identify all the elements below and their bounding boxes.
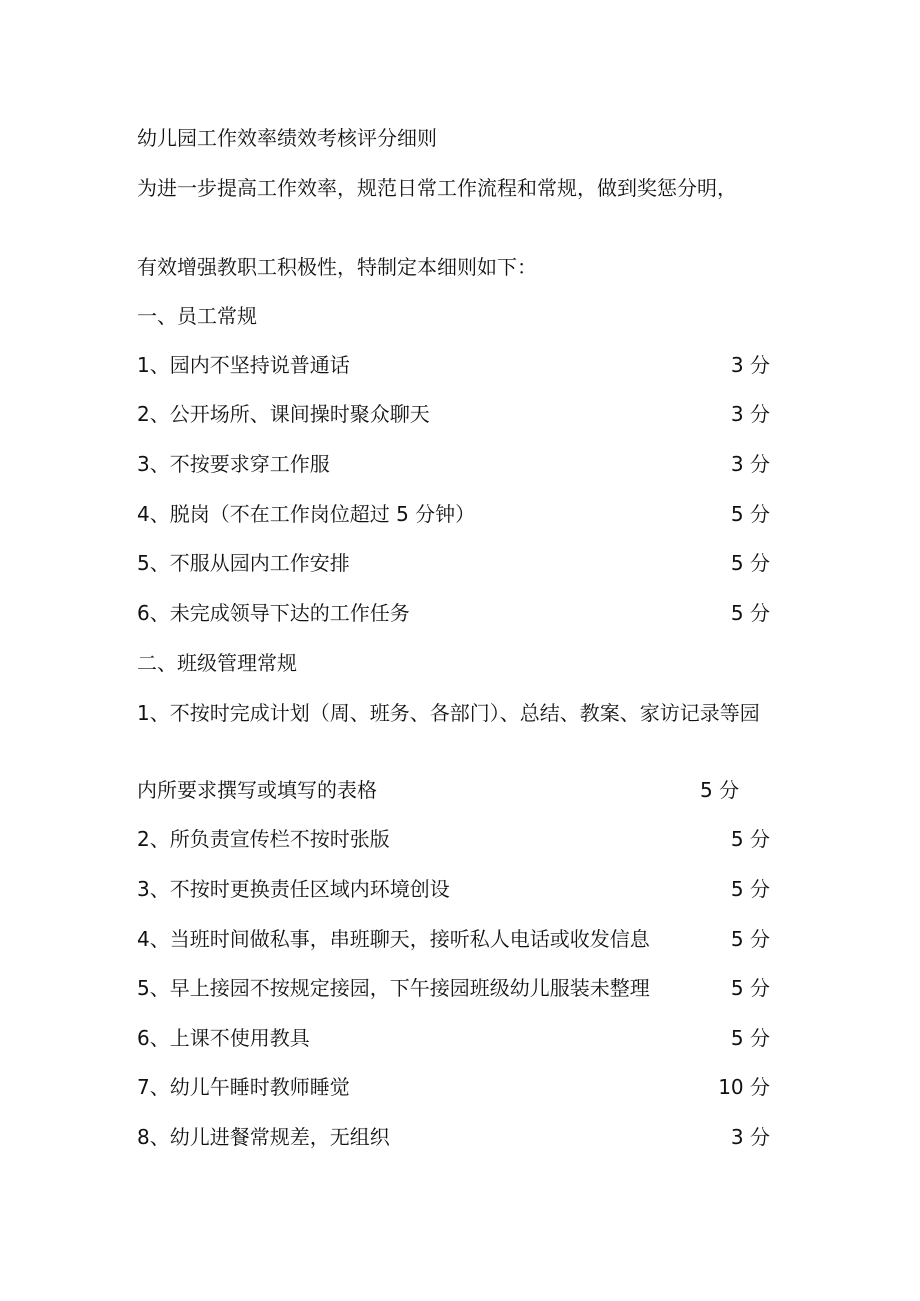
section-2-item-8-score: 3 分 [730,1125,770,1149]
section-2-item-7-score: 10 分 [718,1075,770,1099]
section-2-item-4-score: 5 分 [730,927,770,951]
section-1-item-6-score: 5 分 [730,601,770,625]
section-1-item-1: 1、园内不坚持说普通话 [137,353,350,377]
intro-paragraph-2: 有效增强教职工积极性，特制定本细则如下： [137,255,537,279]
section-1-item-5-score: 5 分 [730,551,770,575]
section-2-item-2: 2、所负责宣传栏不按时张版 [137,827,390,851]
section-2-item-1-line-1: 1、不按时完成计划（周、班务、各部门）、总结、教案、家访记录等园 [137,701,760,725]
document-title: 幼儿园工作效率绩效考核评分细则 [137,126,437,150]
section-2-item-7: 7、幼儿午睡时教师睡觉 [137,1075,350,1099]
section-2-item-2-score: 5 分 [730,827,770,851]
section-1-item-2: 2、公开场所、课间操时聚众聊天 [137,402,430,426]
section-1-item-5: 5、不服从园内工作安排 [137,551,350,575]
section-2-item-4: 4、当班时间做私事，串班聊天，接听私人电话或收发信息 [137,927,650,951]
section-1-item-6: 6、未完成领导下达的工作任务 [137,601,410,625]
section-1-heading: 一、员工常规 [137,304,257,328]
section-2-heading: 二、班级管理常规 [137,651,297,675]
section-1-item-2-score: 3 分 [730,402,770,426]
section-2-item-6: 6、上课不使用教具 [137,1026,310,1050]
section-2-item-8: 8、幼儿进餐常规差，无组织 [137,1125,390,1149]
section-2-item-5-score: 5 分 [730,976,770,1000]
section-2-item-1-line-2: 内所要求撰写或填写的表格 [137,778,377,802]
section-2-item-5: 5、早上接园不按规定接园，下午接园班级幼儿服装未整理 [137,976,650,1000]
intro-paragraph-1: 为进一步提高工作效率，规范日常工作流程和常规，做到奖惩分明， [137,176,737,200]
section-2-item-3-score: 5 分 [730,877,770,901]
section-2-item-6-score: 5 分 [730,1026,770,1050]
section-1-item-3-score: 3 分 [730,452,770,476]
section-1-item-3: 3、不按要求穿工作服 [137,452,330,476]
section-1-item-4-score: 5 分 [730,502,770,526]
section-2-item-1-score: 5 分 [700,778,740,802]
section-1-item-4: 4、脱岗（不在工作岗位超过 5 分钟） [137,502,476,526]
section-1-item-1-score: 3 分 [730,353,770,377]
section-2-item-3: 3、不按时更换责任区域内环境创设 [137,877,450,901]
